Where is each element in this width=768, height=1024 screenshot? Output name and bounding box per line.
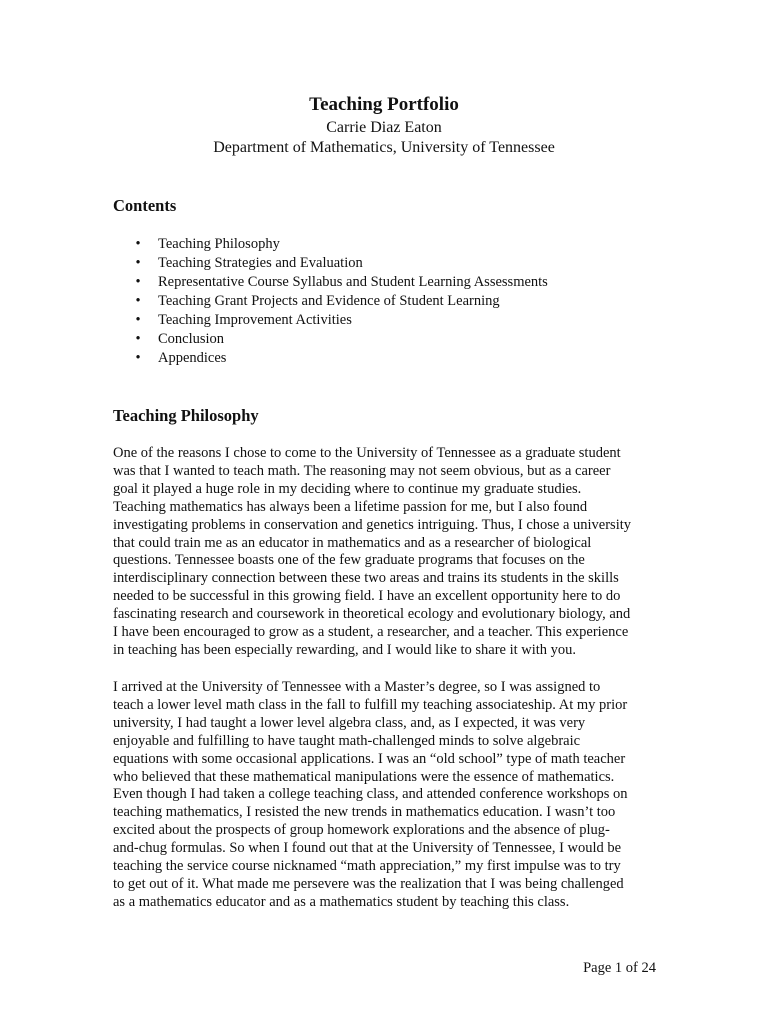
bullet-icon: • (135, 350, 141, 366)
title-block (0, 93, 768, 158)
philosophy-paragraph-1: One of the reasons I chose to come to the University of Tennessee as a graduate student was that I wanted to teach math. The reasoning may not seem obvious, but as a career goal it played a huge role in my deciding where to continue my graduate studies. Teaching mathematics has always been a lifetime passion for me, but I also found investigating problems in conservation and genetics intriguing. Thus, I chose a university that could train me as an educator in mathematics and as a researcher of biological questions. Tennessee boasts one of the few graduate programs that focuses on the interdisciplinary connection between these two areas and trains its students in the skills needed to be successful in this growing field. I have an excellent opportunity here to do fascinating research and coursework in theoretical ecology and evolutionary biology, and I have been encouraged to grow as a student, a researcher, and a teacher. This experience in teaching has been especially rewarding, and I would like to share it with you. (113, 445, 632, 658)
contents-item-label: Teaching Strategies and Evaluation (158, 255, 363, 271)
document-title: Teaching Portfolio (309, 94, 459, 115)
bullet-icon: • (135, 236, 141, 252)
contents-item-label: Appendices (158, 350, 227, 366)
contents-item-label: Teaching Improvement Activities (158, 312, 352, 328)
teaching-philosophy-heading: Teaching Philosophy (113, 406, 259, 425)
contents-item-appendices[interactable] (113, 349, 673, 368)
contents-heading: Contents (113, 196, 177, 215)
bullet-icon: • (135, 293, 141, 309)
contents-item-conclusion[interactable] (113, 330, 673, 349)
contents-item-label: Conclusion (158, 331, 225, 347)
contents-item-improvement-activities[interactable] (113, 311, 673, 330)
document-author: Carrie Diaz Eaton (326, 119, 442, 136)
document-department: Department of Mathematics, University of Tennessee (213, 139, 555, 156)
bullet-icon: • (135, 255, 141, 271)
contents-item-grant-projects[interactable] (113, 292, 673, 311)
philosophy-paragraph-2: I arrived at the University of Tennessee with a Master’s degree, so I was assigned to teach a lower level math class in the fall to fulfill my teaching associateship. At my prior university, I had taught a lower level algebra class, and, as I expected, it was very enjoyable and fulfilling to have taught math-challenged minds to solve algebraic equations with some occasional applications. I was an “old school” type of math teacher who believed that these mathematical manipulations were the essence of mathematics. Even though I had taken a college teaching class, and attended conference workshops on teaching mathematics, I resisted the new trends in mathematics education. I wasn’t too excited about the prospects of group homework explorations and the absence of plug- and-chug formulas. So when I found out that at the University of Tennessee, I would be teaching the service course nicknamed “math appreciation,” my first impulse was to try to get out of it. What made me persevere was the realization that I was being challenged as a mathematics educator and as a mathematics student by teaching this class. (113, 679, 628, 910)
contents-item-label: Teaching Philosophy (158, 236, 280, 252)
contents-item-teaching-philosophy[interactable] (113, 235, 673, 254)
bullet-icon: • (135, 312, 141, 328)
contents-item-course-syllabus[interactable] (113, 273, 673, 292)
page-number: Page 1 of 24 (583, 960, 656, 976)
bullet-icon: • (135, 274, 141, 290)
contents-item-teaching-strategies[interactable] (113, 254, 673, 273)
contents-item-label: Teaching Grant Projects and Evidence of Student Learning (158, 293, 500, 309)
contents-item-label: Representative Course Syllabus and Student Learning Assessments (158, 274, 548, 290)
contents-list (113, 235, 673, 368)
bullet-icon: • (135, 331, 141, 347)
